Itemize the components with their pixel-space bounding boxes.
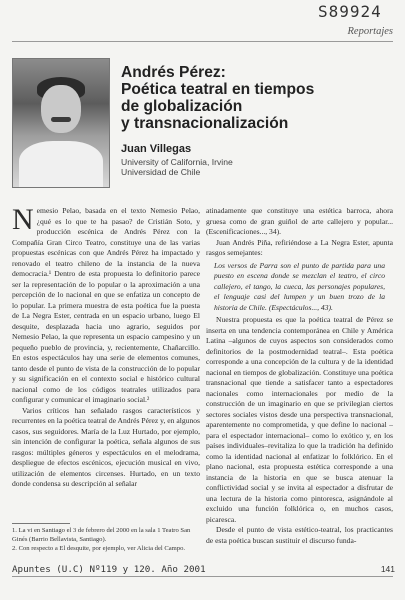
left-column [12,206,200,518]
paragraph: Nuestra propuesta es que la poética teatral de Pérez se inserta en una tendencia contemporánea en Chile y América Latina –algunos de cuyos aspectos son considerados como definitorios de la postmodernidad teatral–. Esta poética corresponde a una concepción de la cultura y de la identidad nacional en tiempos de globalización. Constituye una poética transnacional que tiende a satisfacer tanto a espectadores nacionales como internacionales por medio de la construcción de un imaginario en que se privilegian ciertos sectores sociales vistos desde una perspectiva transnacional, aparentemente no comprometida, y que define lo nacional –para el espectador internacional– como lo exótico y, en los países individuales–revitaliza lo que la tradición ha definido como la identidad nacional al enfatizar lo folklórico. En el plano nacional, esta propuesta estética corresponde a una instancia de la historia en que se busca atenuar la conflictividad social y se invita al espectador a disfrutar de una lectura de la historia como pintoresca, asignándole al excluido una función folklórica o, en muchos casos, picaresca. [206,315,393,524]
title-line: Andrés Pérez: [121,64,226,81]
affiliation: University of California, Irvine [121,157,233,167]
title-line: y transnacionalización [121,115,289,132]
paragraph: Varios críticos han señalado rasgos característicos y recurrentes en la poética teatral de Andrés Pérez y, en algunos casos, sus seguidores. María de la Luz Hurtado, por ejemplo, sin intención de configurar la poética, señala algunos de sus rasgos: múltiples géneros y espectáculos en el melodrama, despliegue de efectos escénicos, ejecución musical en vivo, utilización de elementos circenses. Hurtado, en un texto donde condensa su descripción al señalar [12,405,200,488]
paragraph: atinadamente que constituye una estética barroca, ahora gruesa como de gran guiñol de arte callejero y popular... (Escenificaciones..., 34). [206,206,393,236]
block-quote: Los versos de Parra son el punto de partida para una puesto en escena donde se mezclan el teatro, el circo callejero, el tango, la cueca, las personajes populares, el lenguaje casi del lumpen y un buen trozo de la historia de Chile. (Espectáculos..., 43). [214,260,385,312]
section-label: Reportajes [347,26,393,37]
affiliation: Universidad de Chile [121,167,201,177]
article-title [121,64,393,132]
drop-cap: N [12,206,34,236]
footnote: 1. La vi en Santiago el 3 de febrero del 2000 en la sala 1 Teatro San Ginés (Barrio Bellavista, Santiago). [12,527,191,543]
footer-divider [12,576,393,577]
right-column [206,206,393,558]
footnote-rule [12,523,70,524]
title-line: Poética teatral en tiempos [121,81,315,98]
journal-footer: Apuntes (U.C) Nº119 y 120. Año 2001 [12,564,206,575]
paragraph: Juan Andrés Piña, refiriéndose a La Negra Ester, apunta rasgos semejantes: [206,237,393,257]
author-name: Juan Villegas [121,143,192,155]
page-number: 141 [380,564,395,574]
paragraph: Nemesio Pelao, basada en el texto Nemesio Pelao, ¿qué es lo que te ha pasao? de Cristián Soto, y producción escénica de Andrés Pérez con la Compañía Gran Circo Teatro, constituye una de las varias propuestas escénicas con que Andrés Pérez ha impactado y renovado el teatro chileno de la instancia de la nueva democracia.¹ Dentro de esta propuesta lo definitorio parece ser la representación de lo popular o la aproximación a una percepción de lo nacional en que se enfatiza un concepto de lo popular. La primera muestra de esta poética fue la puesta de La Negra Ester, centrada en un espacio urbano, luego El desquite, desplazada hacia uno agrario, seguidos por Nemesio Pelao, la que representa un espacio campesino y un pequeño pueblo de provincia, y, recientemente, Chañarcillo. En estos espectáculos hay una serie de elementos comunes, tanto desde el punto de vista de la construcción de lo popular y su significación en el contexto social e histórico cultural nacional como de los códigos teatrales utilizados para configurar y comunicar el imaginario social.² [12,206,200,404]
paragraph: Desde el punto de vista estético-teatral, los practicantes de esta poética buscan sustituir el discurso funda- [206,525,393,545]
author-photo [12,58,110,188]
title-line: de globalización [121,98,243,115]
footnote: 2. Con respecto a El desquite, por ejemplo, ver Alicia del Campo. [12,545,186,552]
handwritten-catalog-number: S89924 [318,2,382,21]
header-divider [12,41,393,42]
